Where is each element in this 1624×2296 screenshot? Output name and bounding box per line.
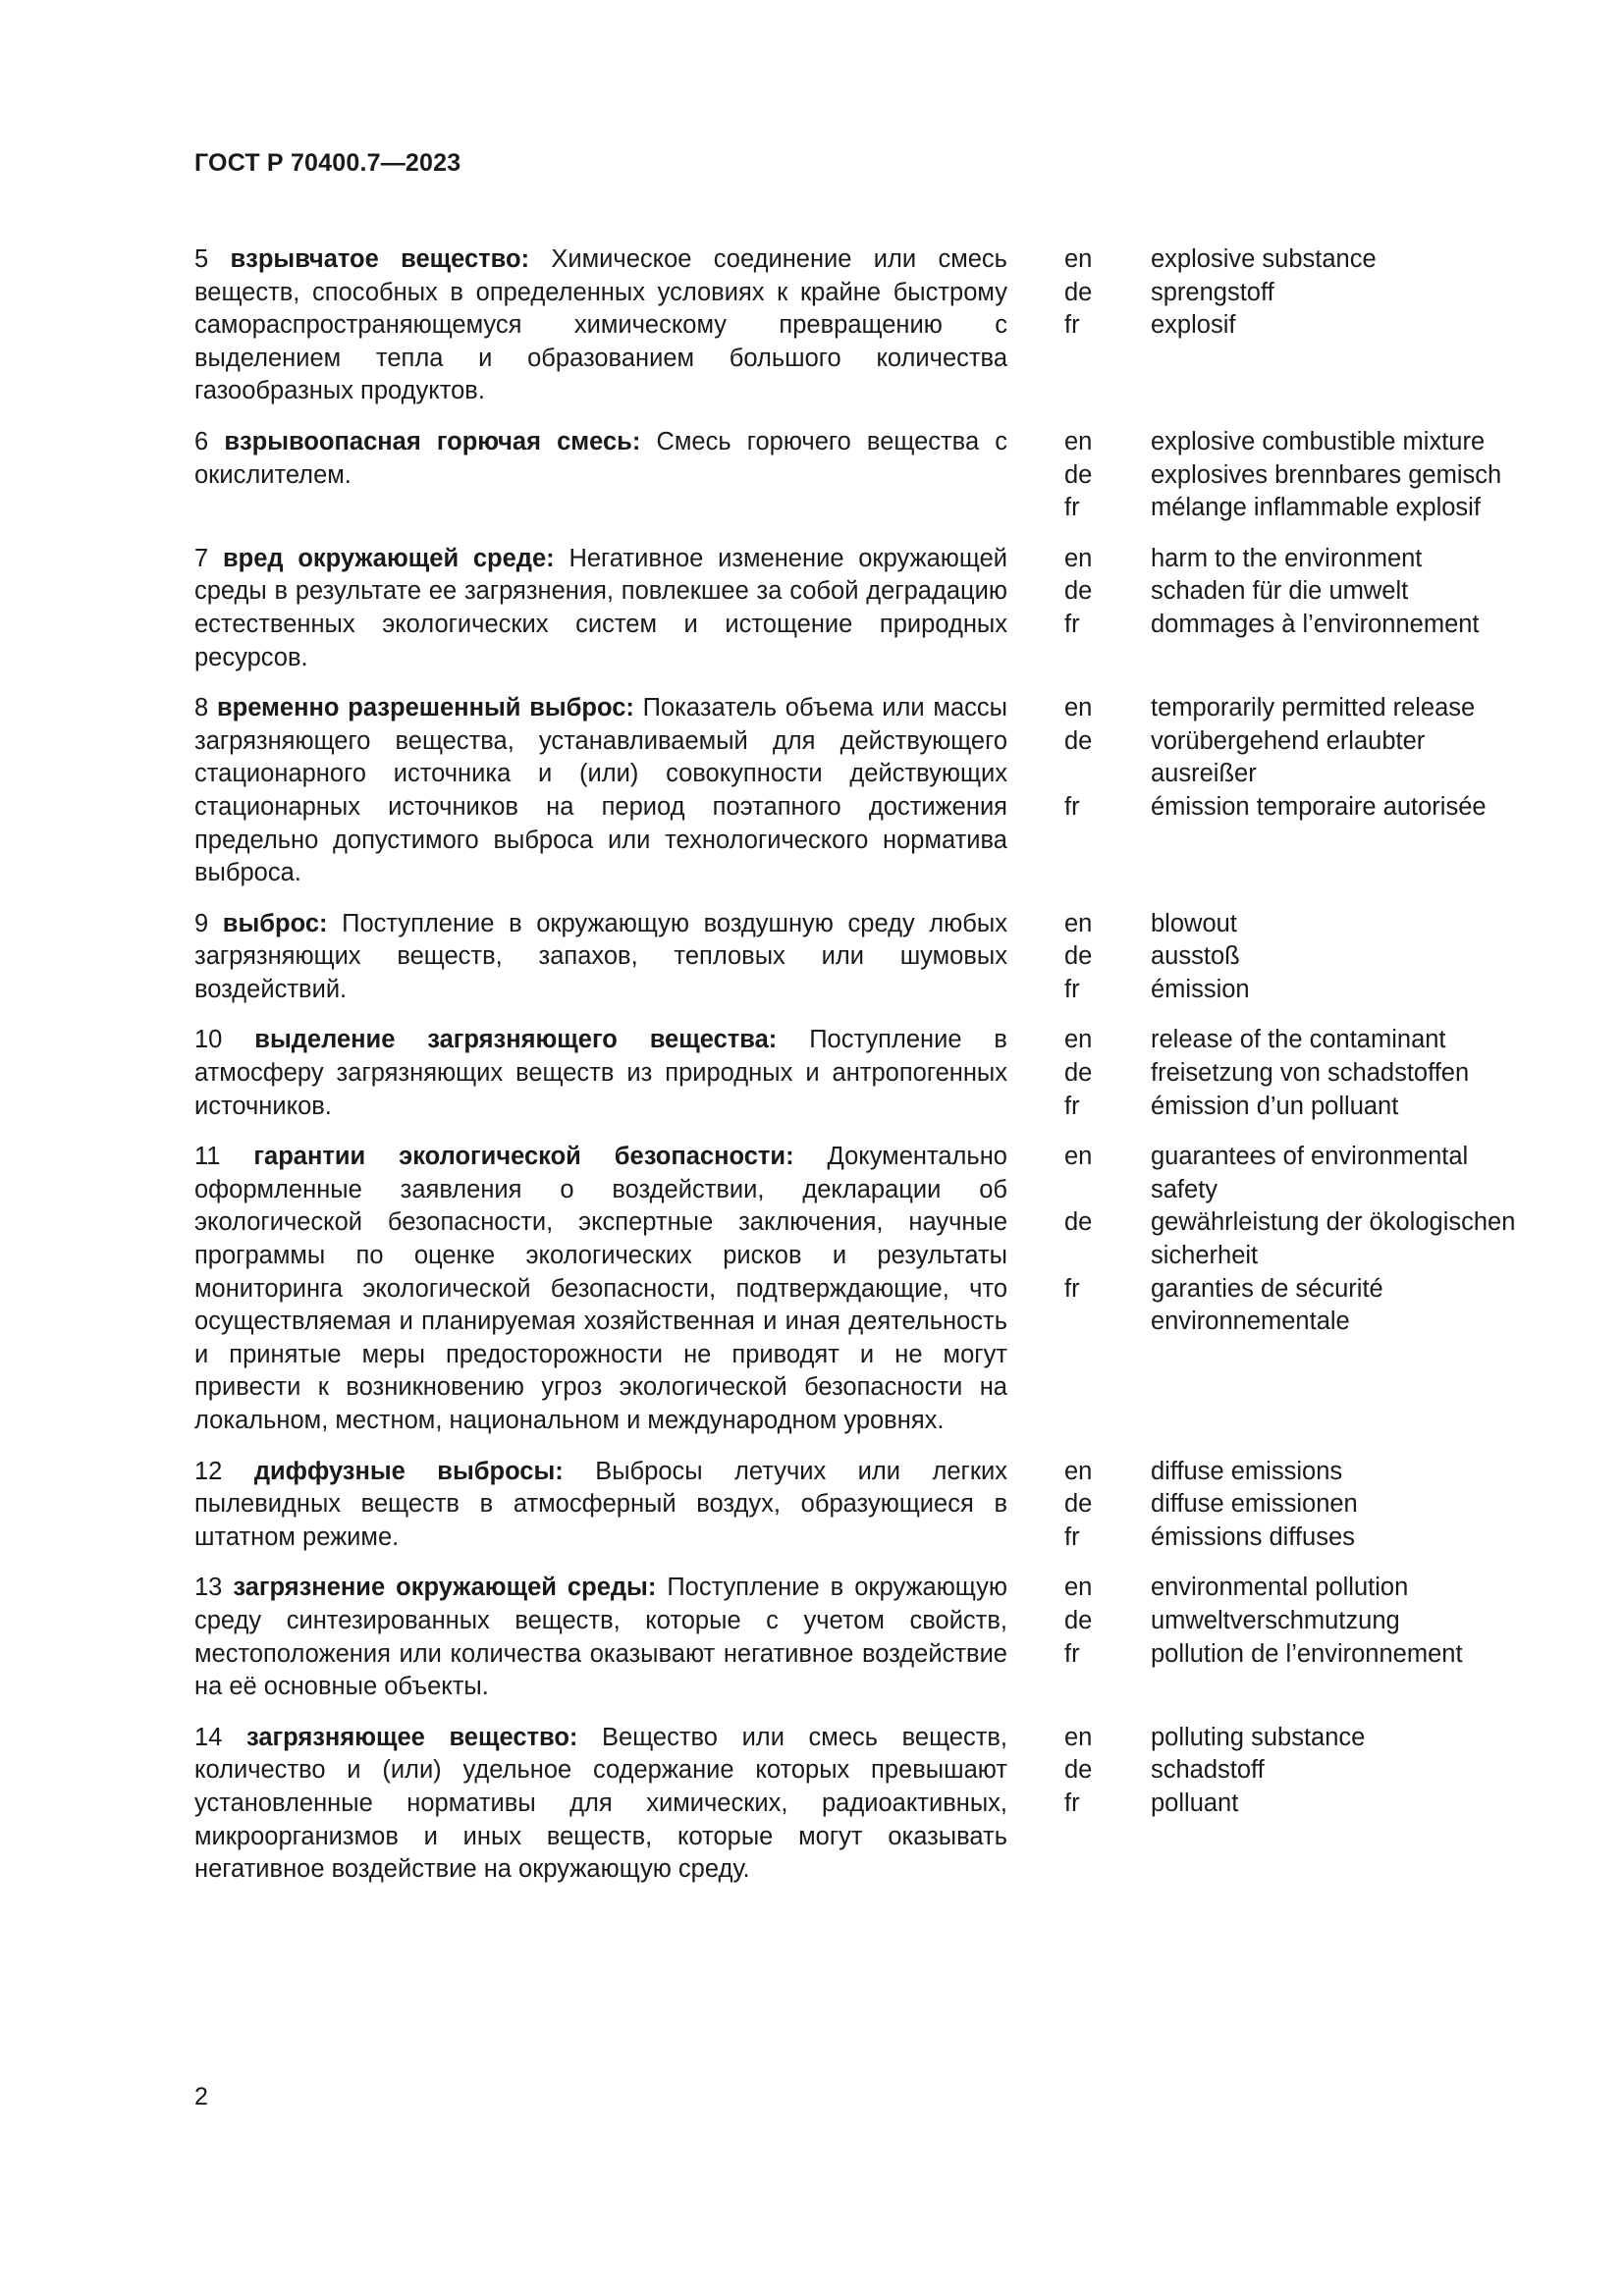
language-code: fr: [1064, 1274, 1080, 1303]
term-definition-text: Химическое соединение или смесь веществ, способных в определенных условиях к крайне быстрому самораспространяющемуся химическому превращению с выделением тепла и образованием большого количества газообразных продуктов.: [194, 245, 1007, 405]
translations-block: [1064, 1572, 1530, 1671]
language-code: en: [1064, 1723, 1093, 1751]
translated-term: émission temporaire autorisée: [1151, 792, 1487, 821]
translated-term: explosive substance: [1151, 245, 1377, 273]
translations-block: [1064, 426, 1530, 525]
translation-row: [1064, 940, 1530, 974]
language-code: en: [1064, 1457, 1093, 1485]
translation-row: [1064, 1456, 1530, 1489]
term-title: диффузные выбросы:: [253, 1457, 564, 1485]
translation-row: [1064, 1788, 1530, 1821]
translated-term: dommages à l’environnement: [1151, 610, 1480, 638]
translations-block: [1064, 1456, 1530, 1555]
term-entry: [194, 1024, 1530, 1123]
translation-row: [1064, 426, 1530, 459]
language-code: de: [1064, 1208, 1093, 1237]
translated-term: sprengstoff: [1151, 278, 1274, 306]
translations-block: [1064, 692, 1530, 824]
language-code: fr: [1064, 1092, 1080, 1120]
translated-term: émissions diffuses: [1151, 1522, 1355, 1551]
translated-term: diffuse emissions: [1151, 1457, 1343, 1485]
term-entry: [194, 1572, 1530, 1703]
term-number: 6: [194, 427, 209, 455]
term-definition-text: Поступление в атмосферу загрязняющих веществ из природных и антропогенных источников.: [194, 1026, 1007, 1120]
translation-row: [1064, 1024, 1530, 1057]
translation-row: [1064, 725, 1530, 791]
term-number: 7: [194, 544, 209, 572]
term-title: загрязнение окружающей среды:: [233, 1574, 657, 1602]
translated-term: émission: [1151, 975, 1250, 1003]
term-number: 12: [194, 1457, 223, 1485]
translation-row: [1064, 609, 1530, 642]
translation-row: [1064, 309, 1530, 343]
term-number: 8: [194, 694, 209, 722]
translation-row: [1064, 908, 1530, 941]
language-code: fr: [1064, 494, 1080, 522]
language-code: en: [1064, 427, 1093, 455]
translated-term: explosive combustible mixture: [1151, 427, 1486, 455]
term-definition-block: [194, 1722, 1007, 1887]
term-entry: [194, 908, 1530, 1007]
translation-row: [1064, 1754, 1530, 1788]
translation-row: [1064, 791, 1530, 825]
term-definition-block: [194, 1572, 1007, 1703]
term-title: гарантии экологической безопасности:: [253, 1143, 794, 1171]
language-code: en: [1064, 909, 1093, 937]
term-definition-block: [194, 426, 1007, 492]
translated-term: schadstoff: [1151, 1756, 1265, 1785]
translation-row: [1064, 1488, 1530, 1522]
translation-row: [1064, 459, 1530, 493]
term-title: временно разрешенный выброс:: [216, 694, 634, 722]
translation-row: [1064, 543, 1530, 576]
term-entry: [194, 1722, 1530, 1887]
translated-term: polluant: [1151, 1789, 1239, 1817]
term-definition-text: Негативное изменение окружающей среды в результате ее загрязнения, повлекшее за собой деградацию естественных экологических систем и истощение природных ресурсов.: [194, 544, 1008, 671]
term-definition-text: Выбросы летучих или легких пылевидных веществ в атмосферный воздух, образующиеся в штатном режиме.: [194, 1457, 1007, 1551]
term-definition-text: Документально оформленные заявления о воздействии, декларации об экологической безопасности, экспертные заключения, научные программы по оценке экологических рисков и результаты мониторинга экологической безопасности, подтверждающие, что осуществляемая и планируемая хозяйственная и иная деятельность и принятые меры предосторожности не приводят и не могут привести к возникновению угроз экологической безопасности на локальном, местном, национальном и международном уровнях.: [194, 1143, 1007, 1434]
language-code: de: [1064, 577, 1093, 606]
translation-row: [1064, 492, 1530, 525]
document-header: ГОСТ Р 70400.7—2023: [194, 149, 461, 177]
translation-row: [1064, 1091, 1530, 1124]
language-code: de: [1064, 1756, 1093, 1785]
language-code: fr: [1064, 1789, 1080, 1817]
translated-term: schaden für die umwelt: [1151, 577, 1409, 606]
term-definition-text: Поступление в окружающую среду синтезированных веществ, которые с учетом свойств, местоположения или количества оказывают негативное воздействие на её основные объекты.: [194, 1574, 1007, 1701]
term-title: загрязняющее вещество:: [245, 1723, 578, 1751]
translations-block: [1064, 243, 1530, 343]
page-number: 2: [194, 2083, 208, 2110]
term-definition-block: [194, 692, 1007, 890]
translated-term: vorübergehend erlaubter ausreißer: [1151, 726, 1426, 788]
language-code: en: [1064, 1143, 1093, 1171]
translation-row: [1064, 692, 1530, 725]
term-number: 11: [194, 1143, 221, 1171]
term-definition-text: Смесь горючего вещества с окислителем.: [194, 427, 1007, 489]
term-number: 9: [194, 909, 209, 937]
translations-block: [1064, 543, 1530, 642]
translated-term: guarantees of environmental safety: [1151, 1143, 1469, 1203]
language-code: de: [1064, 1490, 1093, 1519]
translated-term: umweltverschmutzung: [1151, 1606, 1400, 1634]
term-title: выделение загрязняющего вещества:: [254, 1026, 778, 1054]
term-definition-text: Показатель объема или массы загрязняющего вещества, устанавливаемый для действующего стационарного источника и (или) совокупности действующих стационарных источников на период поэтапного достижения предельно допустимого выброса или технологического норматива выброса.: [194, 694, 1007, 887]
translated-term: mélange inflammable explosif: [1151, 494, 1481, 522]
language-code: en: [1064, 1026, 1093, 1054]
translation-row: [1064, 1141, 1530, 1206]
translation-row: [1064, 575, 1530, 609]
translations-block: [1064, 908, 1530, 1007]
term-definition-block: [194, 243, 1007, 408]
translation-row: [1064, 243, 1530, 277]
term-title: выброс:: [222, 909, 328, 937]
translated-term: explosif: [1151, 311, 1236, 340]
translations-block: [1064, 1722, 1530, 1821]
translated-term: diffuse emissionen: [1151, 1490, 1358, 1519]
translation-row: [1064, 1057, 1530, 1091]
term-definition-block: [194, 543, 1007, 674]
language-code: de: [1064, 726, 1093, 755]
language-code: fr: [1064, 610, 1080, 638]
translation-row: [1064, 1522, 1530, 1555]
term-entry: [194, 1141, 1530, 1437]
term-entry: [194, 543, 1530, 674]
term-title: взрывоопасная горючая смесь:: [224, 427, 641, 455]
language-code: de: [1064, 1606, 1093, 1634]
term-number: 13: [194, 1574, 223, 1602]
translated-term: gewährleistung der ökologischen sicherheit: [1151, 1208, 1516, 1270]
language-code: de: [1064, 1059, 1093, 1088]
translated-term: harm to the environment: [1151, 544, 1423, 572]
translated-term: émission d’un polluant: [1151, 1092, 1399, 1120]
translation-row: [1064, 1273, 1530, 1339]
translations-block: [1064, 1024, 1530, 1123]
language-code: fr: [1064, 1639, 1080, 1668]
translated-term: pollution de l’environnement: [1151, 1639, 1463, 1668]
translated-term: polluting substance: [1151, 1723, 1366, 1751]
language-code: fr: [1064, 975, 1080, 1003]
language-code: de: [1064, 942, 1093, 971]
translated-term: freisetzung von schadstoffen: [1151, 1059, 1470, 1088]
term-entry: [194, 426, 1530, 525]
term-title: вред окружающей среде:: [222, 544, 555, 572]
term-number: 5: [194, 245, 209, 273]
translated-term: environmental pollution: [1151, 1574, 1409, 1602]
translation-row: [1064, 974, 1530, 1007]
language-code: en: [1064, 544, 1093, 572]
translated-term: temporarily permitted release: [1151, 694, 1476, 722]
term-definition-block: [194, 1456, 1007, 1555]
term-entry: [194, 692, 1530, 890]
language-code: fr: [1064, 311, 1080, 340]
translated-term: garanties de sécurité environnementale: [1151, 1274, 1383, 1336]
language-code: en: [1064, 1574, 1093, 1602]
term-entry: [194, 1456, 1530, 1555]
translation-row: [1064, 1722, 1530, 1755]
translation-row: [1064, 1605, 1530, 1638]
term-title: взрывчатое вещество:: [230, 245, 530, 273]
translation-row: [1064, 1206, 1530, 1272]
translated-term: explosives brennbares gemisch: [1151, 460, 1502, 489]
term-number: 10: [194, 1026, 223, 1054]
term-number: 14: [194, 1723, 223, 1751]
translations-block: [1064, 1141, 1530, 1339]
translated-term: release of the contaminant: [1151, 1026, 1446, 1054]
language-code: en: [1064, 245, 1093, 273]
term-definition-text: Вещество или смесь веществ, количество и (или) удельное содержание которых превышают установленные нормативы для химических, радиоактивных, микроорганизмов и иных веществ, которые могут оказывать негативное воздействие на окружающую среду.: [194, 1723, 1008, 1884]
language-code: de: [1064, 278, 1093, 306]
terms-list: [194, 243, 1530, 1904]
language-code: de: [1064, 460, 1093, 489]
language-code: en: [1064, 694, 1093, 722]
term-definition-block: [194, 908, 1007, 1007]
term-definition-block: [194, 1024, 1007, 1123]
translation-row: [1064, 1638, 1530, 1672]
language-code: fr: [1064, 792, 1080, 821]
term-definition-text: Поступление в окружающую воздушную среду любых загрязняющих веществ, запахов, тепловых или шумовых воздействий.: [194, 909, 1007, 1003]
translation-row: [1064, 277, 1530, 310]
term-entry: [194, 243, 1530, 408]
language-code: fr: [1064, 1522, 1080, 1551]
translated-term: ausstoß: [1151, 942, 1240, 971]
translated-term: blowout: [1151, 909, 1237, 937]
translation-row: [1064, 1572, 1530, 1605]
term-definition-block: [194, 1141, 1007, 1437]
